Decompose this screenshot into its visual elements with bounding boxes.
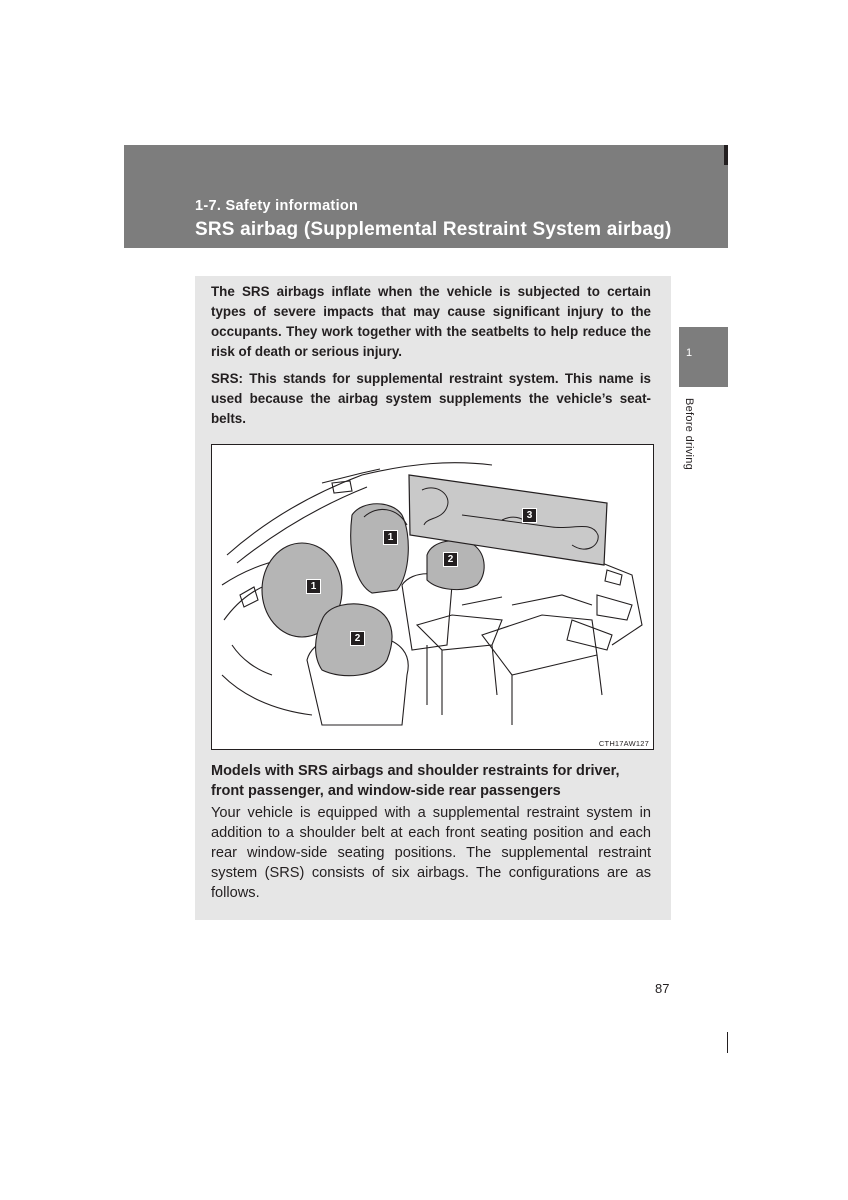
callout-2-passenger: 2 bbox=[443, 552, 458, 567]
footer-mark bbox=[727, 1032, 728, 1053]
page-title: SRS airbag (Supplemental Restraint System airbag) bbox=[195, 219, 672, 240]
figure-code: CTH17AW127 bbox=[598, 739, 649, 748]
chapter-label: Before driving bbox=[683, 398, 695, 471]
page-number: 87 bbox=[655, 981, 670, 996]
callout-1-driver: 1 bbox=[306, 579, 321, 594]
intro-paragraph-1: The SRS airbags inflate when the vehicle is subjected to certain types of severe impacts that may cause significant injury to the occupants. They work together with the seatbelts to help reduce the risk of death or serious injury. bbox=[211, 284, 651, 359]
callout-3-curtain: 3 bbox=[522, 508, 537, 523]
chapter-number: 1 bbox=[686, 347, 693, 359]
callout-1-passenger: 1 bbox=[383, 530, 398, 545]
section-label: 1-7. Safety information bbox=[195, 198, 359, 214]
header-corner-mark bbox=[724, 145, 728, 165]
airbag-illustration bbox=[211, 444, 654, 750]
section-body: Your vehicle is equipped with a supplemental restraint system in addition to a shoulder belt at each front seating position and each rear window-side seating positions. The supplemental restraint system (SRS) consists of six airbags. The configurations are as follows. bbox=[211, 805, 651, 901]
section-heading: Models with SRS airbags and shoulder restraints for driver, front passenger, and window-side rear passengers bbox=[211, 763, 620, 799]
callout-2-driver: 2 bbox=[350, 631, 365, 646]
intro-paragraph-2: SRS: This stands for supplemental restraint system. This name is used because the airbag system supplements the vehicle’s seat-belts. bbox=[211, 371, 651, 426]
car-interior-drawing bbox=[212, 445, 653, 749]
